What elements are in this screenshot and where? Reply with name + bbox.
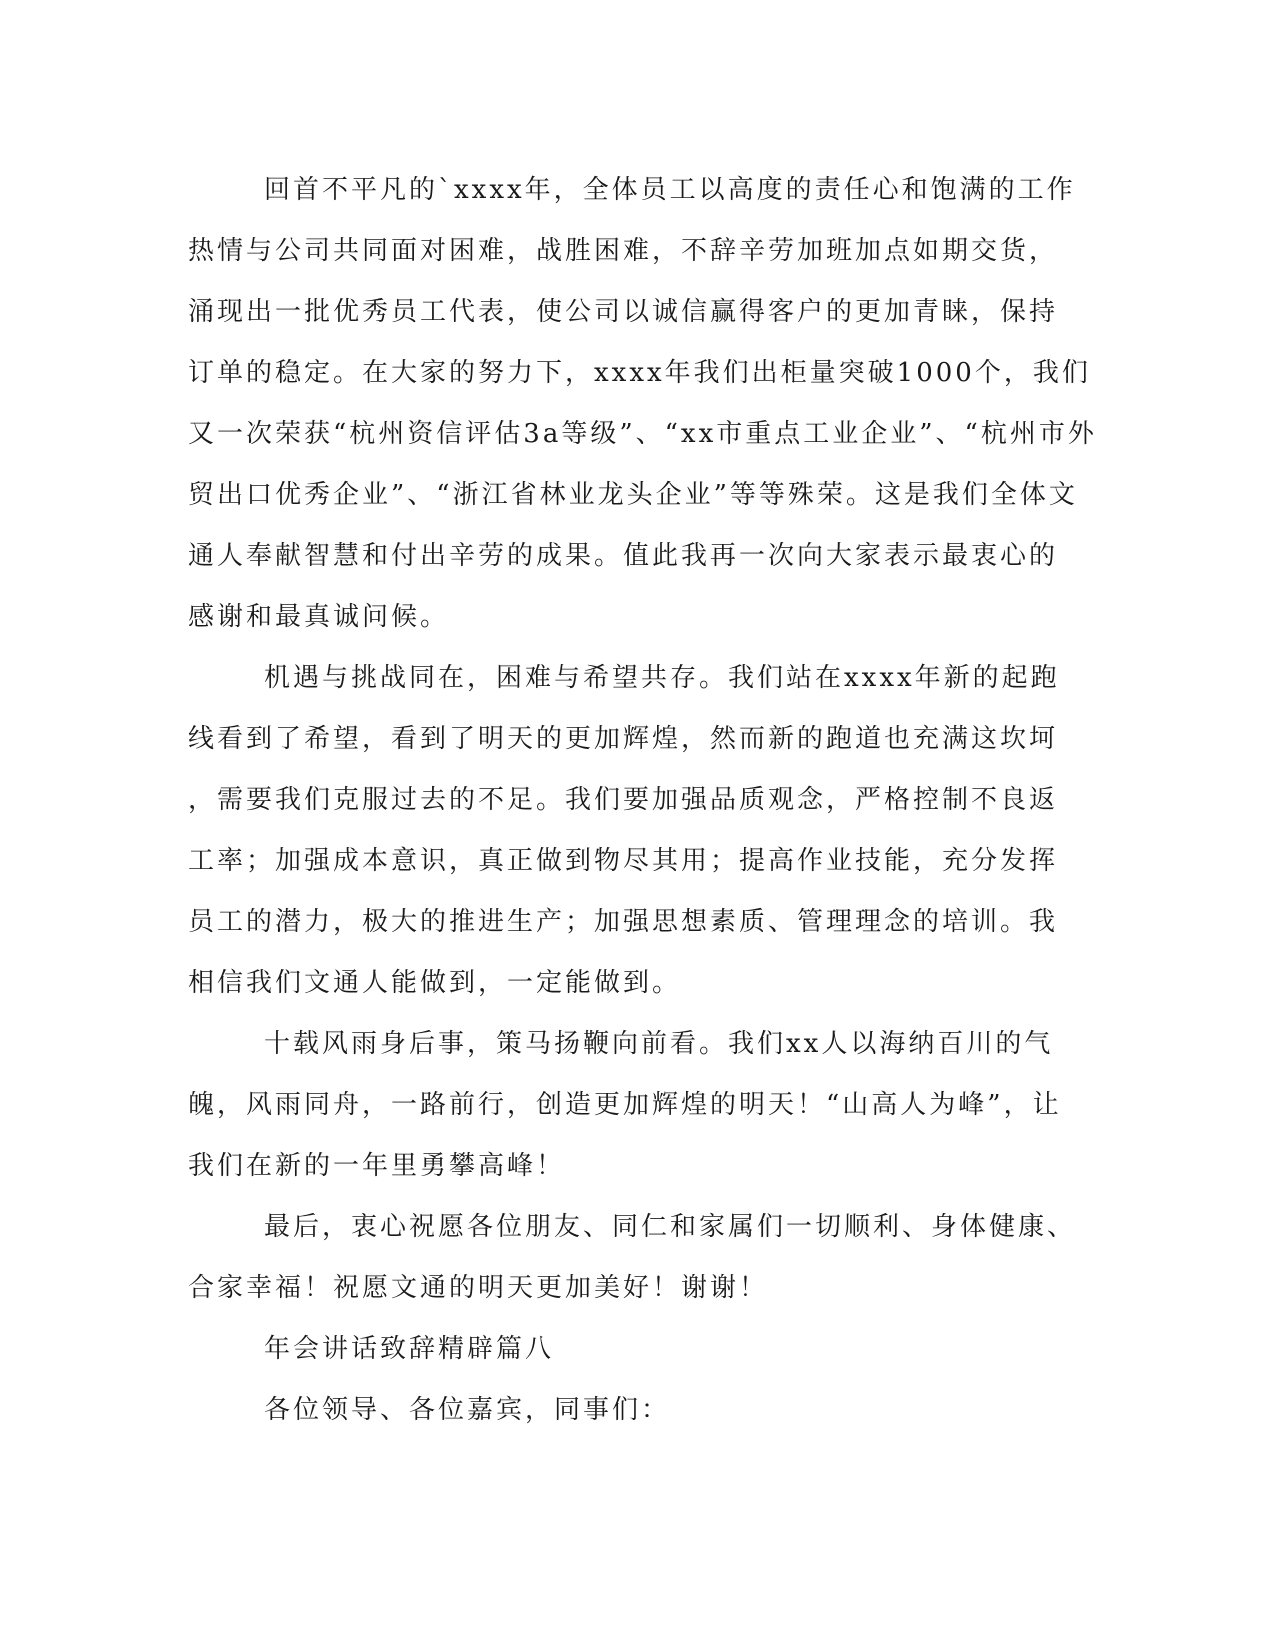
text-line: 又一次荣获“杭州资信评估3a等级”、“xx市重点工业企业”、“杭州市外 [188,419,1097,449]
text-line: 魄，风雨同舟，一路前行，创造更加辉煌的明天！“山高人为峰”，让 [188,1090,1062,1120]
text-line: 感谢和最真诚问候。 [188,602,450,632]
text-line: 线看到了希望，看到了明天的更加辉煌，然而新的跑道也充满这坎坷 [188,724,1059,754]
text-line: 热情与公司共同面对困难，战胜困难，不辞辛劳加班加点如期交货， [188,236,1059,266]
paragraph-review [188,160,1108,648]
salutation [188,1380,1108,1441]
text-line: 相信我们文通人能做到，一定能做到。 [188,968,682,998]
document-body [188,160,1108,1441]
paragraph-wishes [188,1197,1108,1319]
text-line: 贸出口优秀企业”、“浙江省林业龙头企业”等等殊荣。这是我们全体文 [188,480,1078,510]
text-line: 回首不平凡的`xxxx年，全体员工以高度的责任心和饱满的工作 [264,175,1076,205]
text-line: 工率；加强成本意识，真正做到物尽其用；提高作业技能，充分发挥 [188,846,1059,876]
text-line: 十载风雨身后事，策马扬鞭向前看。我们xx人以海纳百川的气 [264,1029,1054,1059]
paragraph-opportunity [188,648,1108,1014]
text-line: 最后，衷心祝愿各位朋友、同仁和家属们一切顺利、身体健康、 [264,1212,1077,1242]
paragraph-outlook [188,1014,1108,1197]
heading-line: 年会讲话致辞精辟篇八 [264,1334,555,1364]
text-line: 机遇与挑战同在，困难与希望共存。我们站在xxxx年新的起跑 [264,663,1060,693]
section-heading [188,1319,1108,1380]
text-line: ，需要我们克服过去的不足。我们要加强品质观念，严格控制不良返 [188,785,1059,815]
text-line: 通人奉献智慧和付出辛劳的成果。值此我再一次向大家表示最衷心的 [188,541,1059,571]
text-line: 涌现出一批优秀员工代表，使公司以诚信赢得客户的更加青睐，保持 [188,297,1059,327]
text-line: 合家幸福！祝愿文通的明天更加美好！谢谢！ [188,1273,769,1303]
text-line: 订单的稳定。在大家的努力下，xxxx年我们出柜量突破1000个，我们 [188,358,1091,388]
text-line: 员工的潜力，极大的推进生产；加强思想素质、管理理念的培训。我 [188,907,1059,937]
text-line: 各位领导、各位嘉宾，同事们： [264,1395,671,1425]
text-line: 我们在新的一年里勇攀高峰！ [188,1151,566,1181]
